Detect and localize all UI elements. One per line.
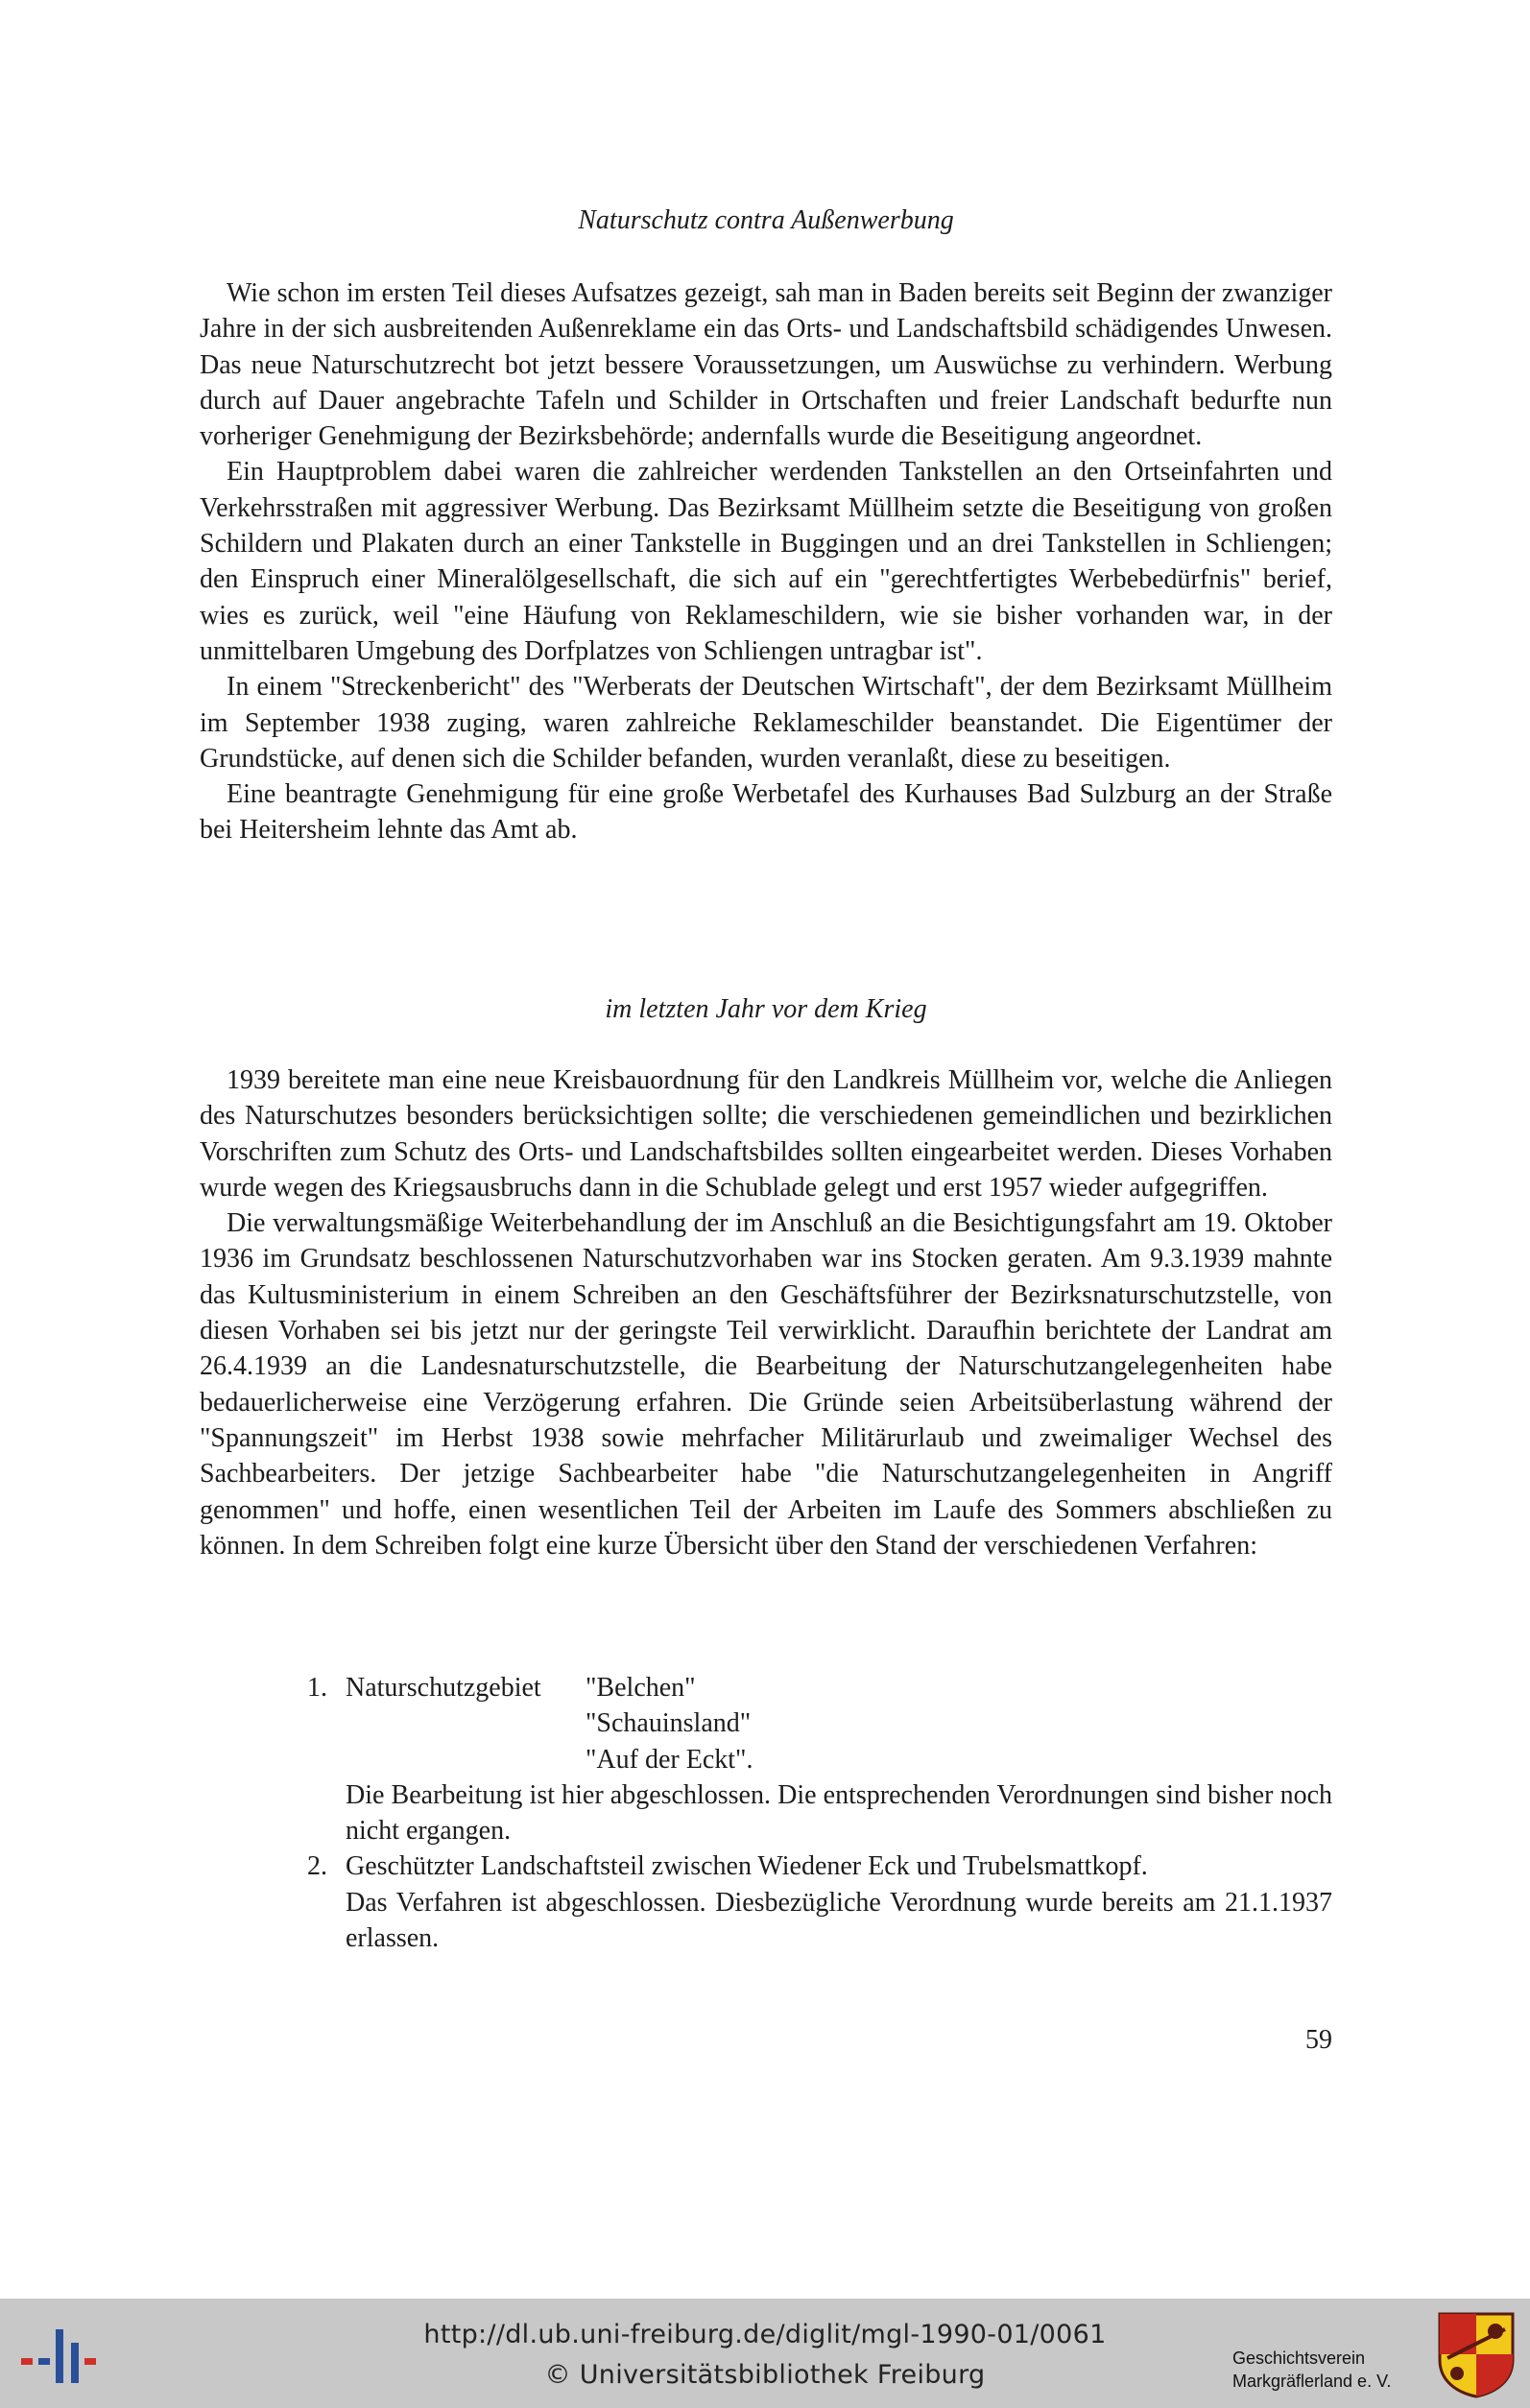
list-number: 2. bbox=[307, 1851, 327, 1882]
list-value: "Schauinsland" bbox=[586, 1708, 752, 1739]
paragraph: Eine beantragte Genehmigung für eine große Werbetafel des Kurhauses Bad Sulzburg an der Straße bei Heitersheim lehnte das Amt ab. bbox=[200, 779, 1332, 846]
org-name-line: Geschichtsverein bbox=[1232, 2348, 1366, 2368]
paragraph: 1939 bereitete man eine neue Kreisbauordnung für den Landkreis Müllheim vor, welche die Anliegen des Naturschutzes besonders berücksichtigen sollte; die verschiedenen gemeindlichen und bezirklichen Vorschriften zum Schutz des Orts- und Landschaftsbildes sollten eingearbeitet werden. Dieses Vorhaben wurde wegen des Kriegsausbruchs dann in die Schublade gelegt und erst 1957 wieder aufgegriffen. bbox=[200, 1065, 1332, 1203]
list-line: Geschützter Landschaftsteil zwischen Wiedener Eck und Trubelsmattkopf. bbox=[346, 1851, 1148, 1882]
list-item bbox=[307, 1670, 1332, 1848]
section1-body bbox=[200, 275, 1332, 848]
footer-bar bbox=[0, 2299, 1530, 2408]
procedure-list bbox=[307, 1670, 1332, 1956]
section-heading-naturschutz: Naturschutz contra Außenwerbung bbox=[578, 205, 954, 235]
footer-organization bbox=[1232, 2347, 1391, 2393]
paragraph: Ein Hauptproblem dabei waren die zahlreicher werdenden Tankstellen an den Ortseinfahrten und Verkehrsstraßen mit aggressiver Werbung. Das Bezirksamt Müllheim setzte die Beseitigung von großen Schildern und Plakaten durch an einer Tankstelle in Buggingen und an drei Tankstellen in Schliengen; den Einspruch einer Mineralölgesellschaft, die sich auf ein "gerechtfertigtes Werbebedürfnis" berief, wies es zurück, weil "eine Häufung von Reklameschildern, wie sie bisher vorhanden war, in der unmittelbaren Umgebung des Dorfplatzes von Schliengen untragbar ist". bbox=[200, 457, 1332, 666]
paragraph: Wie schon im ersten Teil dieses Aufsatzes gezeigt, sah man in Baden bereits seit Beginn der zwanziger Jahre in der sich ausbreitenden Außenreklame ein das Orts- und Landschaftsbild schädigendes Unwesen. Das neue Naturschutzrecht bot jetzt bessere Voraussetzungen, um Auswüchse zu verhindern. Werbung durch auf Dauer angebrachte Tafeln und Schilder in Ortschaften und freier Landschaft bedurfte nun vorheriger Genehmigung der Bezirksbehörde; andernfalls wurde die Beseitigung angeordnet. bbox=[200, 278, 1332, 452]
list-value: "Auf der Eckt". bbox=[586, 1744, 753, 1775]
org-name-line: Markgräflerland e. V. bbox=[1232, 2372, 1392, 2391]
paragraph: In einem "Streckenbericht" des "Werberats der Deutschen Wirtschaft", der dem Bezirksamt Müllheim im September 1938 zuging, waren zahlreiche Reklameschilder beanstandet. Die Eigentümer der Grundstücke, auf denen sich die Schilder befanden, wurden veranlaßt, diese zu beseitigen. bbox=[200, 672, 1332, 774]
page-number: 59 bbox=[1305, 2025, 1332, 2055]
list-text: Das Verfahren ist abgeschlossen. Diesbezügliche Verordnung wurde bereits am 21.1.1937 erlassen. bbox=[346, 1887, 1332, 1954]
list-text: Die Bearbeitung ist hier abgeschlossen. Die entsprechenden Verordnungen sind bisher noch nicht ergangen. bbox=[346, 1779, 1332, 1847]
list-value: "Belchen" bbox=[586, 1673, 696, 1703]
paragraph: Die verwaltungsmäßige Weiterbehandlung der im Anschluß an die Besichtigungsfahrt am 19. Oktober 1936 im Grundsatz beschlossenen Naturschutzvorhaben war ins Stocken geraten. Am 9.3.1939 mahnte das Kultusministerium in einem Schreiben an den Geschäftsführer der Bezirksnaturschutzstelle, von diesen Vorhaben sei bis jetzt nur der geringste Teil verwirklicht. Daraufhin berichtete der Landrat am 26.4.1939 an die Landesnaturschutzstelle, die Bearbeitung der Naturschutzangelegenheiten habe bedauerlicherweise eine Verzögerung erfahren. Die Gründe seien Arbeitsüberlastung während der "Spannungszeit" im Herbst 1938 sowie mehrfacher Militärurlaub und zweimaliger Wechsel des Sachbearbeiters. Der jetzige Sachbearbeiter habe "die Naturschutzangelegenheiten in Angriff genommen" und hoffe, einen wesentlichen Teil der Arbeiten im Laufe des Sommers abschließen zu können. In dem Schreiben folgt eine kurze Übersicht über den Stand der verschiedenen Verfahren: bbox=[200, 1208, 1332, 1561]
footer-url-link[interactable]: http://dl.ub.uni-freiburg.de/diglit/mgl-1990-01/0061 bbox=[423, 2320, 1107, 2349]
list-item bbox=[307, 1848, 1332, 1956]
list-term: Naturschutzgebiet bbox=[346, 1673, 541, 1703]
section2-body bbox=[200, 1062, 1332, 1563]
coat-of-arms-icon bbox=[1436, 2310, 1517, 2398]
footer-copyright: © Universitätsbibliothek Freiburg bbox=[544, 2360, 986, 2390]
list-number: 1. bbox=[307, 1673, 327, 1703]
section-heading-letztes-jahr: im letzten Jahr vor dem Krieg bbox=[605, 994, 927, 1024]
